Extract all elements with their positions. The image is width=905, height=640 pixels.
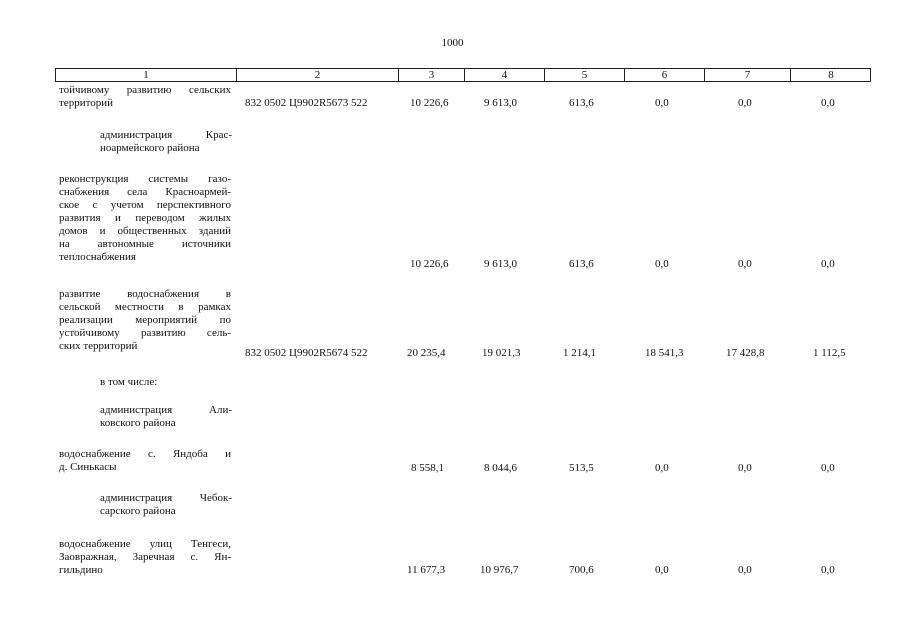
value-col-6: 0,0 (655, 97, 669, 109)
description-line: д. Синькасы (59, 461, 117, 473)
value-col-7: 0,0 (738, 564, 752, 576)
table-row (55, 288, 871, 358)
description-line: домов и общественных зданий (59, 225, 231, 237)
description-line: тойчивому развитию сельских (59, 84, 231, 96)
description-line: ских территорий (59, 340, 138, 352)
row-description (100, 129, 232, 155)
value-col-4: 9 613,0 (484, 258, 517, 270)
value-col-7: 0,0 (738, 97, 752, 109)
description-line: администрация Чебок- (100, 492, 232, 504)
description-line: ковского района (100, 417, 176, 429)
description-line: развитие водоснабжения в (59, 288, 231, 300)
value-col-6: 0,0 (655, 564, 669, 576)
table-row (55, 448, 871, 478)
table-row (55, 538, 871, 582)
header-col-2: 2 (236, 69, 398, 81)
row-description (100, 404, 232, 430)
value-col-5: 613,6 (569, 258, 594, 270)
value-col-4: 9 613,0 (484, 97, 517, 109)
value-col-8: 0,0 (821, 97, 835, 109)
value-col-7: 0,0 (738, 258, 752, 270)
description-line: ноармейского района (100, 142, 200, 154)
table-row (55, 376, 871, 392)
description-line: администрация Али- (100, 404, 232, 416)
header-col-6: 6 (624, 69, 704, 81)
row-description (100, 376, 232, 389)
description-line: ское с учетом перспективного (59, 199, 231, 211)
description-line: территорий (59, 97, 114, 109)
header-col-3: 3 (398, 69, 464, 81)
value-col-6: 0,0 (655, 462, 669, 474)
value-col-6: 0,0 (655, 258, 669, 270)
value-col-8: 0,0 (821, 462, 835, 474)
description-line: в том числе: (100, 376, 158, 388)
value-col-3: 8 558,1 (411, 462, 444, 474)
value-col-5: 1 214,1 (563, 347, 596, 359)
table-row (55, 129, 871, 159)
budget-code: 832 0502 Ц9902R5674 522 (245, 347, 368, 359)
page-number: 1000 (441, 37, 464, 49)
value-col-7: 0,0 (738, 462, 752, 474)
description-line: сельской местности в рамках (59, 301, 231, 313)
budget-code: 832 0502 Ц9902R5673 522 (245, 97, 368, 109)
description-line: развития и переводом жилых (59, 212, 231, 224)
header-col-7: 7 (704, 69, 790, 81)
description-line: Заовражная, Заречная с. Ян- (59, 551, 231, 563)
value-col-3: 20 235,4 (407, 347, 446, 359)
description-line: водоснабжение с. Яндоба и (59, 448, 231, 460)
value-col-8: 0,0 (821, 258, 835, 270)
header-col-5: 5 (544, 69, 624, 81)
value-col-5: 700,6 (569, 564, 594, 576)
value-col-4: 19 021,3 (482, 347, 521, 359)
row-description (100, 492, 232, 518)
description-line: реализации мероприятий по (59, 314, 231, 326)
table-row (55, 404, 871, 434)
value-col-3: 10 226,6 (410, 97, 449, 109)
table-header (55, 68, 871, 82)
value-col-3: 10 226,6 (410, 258, 449, 270)
value-col-6: 18 541,3 (645, 347, 684, 359)
value-col-4: 10 976,7 (480, 564, 519, 576)
row-description (59, 84, 231, 110)
description-line: снабжения села Красноармей- (59, 186, 231, 198)
description-line: реконструкция системы газо- (59, 173, 231, 185)
value-col-8: 1 112,5 (813, 347, 846, 359)
description-line: устойчивому развитию сель- (59, 327, 231, 339)
description-line: сарского района (100, 505, 176, 517)
value-col-4: 8 044,6 (484, 462, 517, 474)
table-row (55, 492, 871, 522)
value-col-3: 11 677,3 (407, 564, 446, 576)
value-col-7: 17 428,8 (726, 347, 765, 359)
description-line: гильдино (59, 564, 103, 576)
row-description (59, 288, 231, 353)
header-col-1: 1 (143, 69, 149, 81)
table-row (55, 173, 871, 268)
header-col-4: 4 (464, 69, 544, 81)
value-col-5: 613,6 (569, 97, 594, 109)
row-description (59, 538, 231, 577)
row-description (59, 173, 231, 264)
description-line: администрация Крас- (100, 129, 232, 141)
table-row (55, 84, 871, 114)
description-line: водоснабжение улиц Тенгеси, (59, 538, 231, 550)
row-description (59, 448, 231, 474)
header-col-8: 8 (790, 69, 871, 81)
value-col-5: 513,5 (569, 462, 594, 474)
description-line: теплоснабжения (59, 251, 136, 263)
description-line: на автономные источники (59, 238, 231, 250)
value-col-8: 0,0 (821, 564, 835, 576)
